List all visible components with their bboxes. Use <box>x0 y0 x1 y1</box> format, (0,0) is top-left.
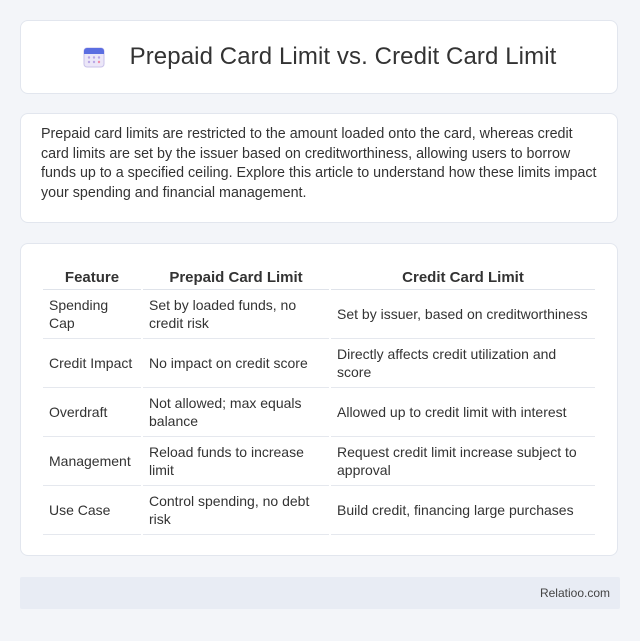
cell-credit: Set by issuer, based on creditworthiness <box>331 290 595 339</box>
table-row <box>43 388 595 437</box>
cell-prepaid: Control spending, no debt risk <box>143 486 329 535</box>
cell-feature: Credit Impact <box>43 339 141 388</box>
cell-feature: Use Case <box>43 486 141 535</box>
calendar-icon <box>82 45 106 69</box>
page-title: Prepaid Card Limit vs. Credit Card Limit <box>129 43 557 70</box>
table-row <box>43 339 595 388</box>
cell-prepaid: No impact on credit score <box>143 339 329 388</box>
cell-feature: Management <box>43 437 141 486</box>
header-credit: Credit Card Limit <box>331 265 595 290</box>
header-feature: Feature <box>43 265 141 290</box>
table-row <box>43 486 595 535</box>
cell-credit: Request credit limit increase subject to approval <box>331 437 595 486</box>
cell-prepaid: Not allowed; max equals balance <box>143 388 329 437</box>
footer-brand: Relatioo.com <box>539 586 610 600</box>
table-row <box>43 290 595 339</box>
cell-feature: Overdraft <box>43 388 141 437</box>
cell-prepaid: Set by loaded funds, no credit risk <box>143 290 329 339</box>
table-row <box>43 437 595 486</box>
header-prepaid: Prepaid Card Limit <box>143 265 329 290</box>
cell-credit: Build credit, financing large purchases <box>331 486 595 535</box>
cell-credit: Directly affects credit utilization and score <box>331 339 595 388</box>
footer <box>20 577 620 609</box>
comparison-table-card <box>20 243 618 556</box>
intro-card <box>20 113 618 223</box>
cell-prepaid: Reload funds to increase limit <box>143 437 329 486</box>
cell-feature: Spending Cap <box>43 290 141 339</box>
cell-credit: Allowed up to credit limit with interest <box>331 388 595 437</box>
table-header-row <box>43 265 595 290</box>
intro-text: Prepaid card limits are restricted to the amount loaded onto the card, whereas credit card limits are set by the issuer based on creditworthiness, allowing users to borrow funds up to a specified ceiling. Explore this article to understand how these limits impact your spending and financial management. <box>41 126 597 201</box>
title-card <box>20 20 618 94</box>
comparison-table <box>41 265 597 535</box>
